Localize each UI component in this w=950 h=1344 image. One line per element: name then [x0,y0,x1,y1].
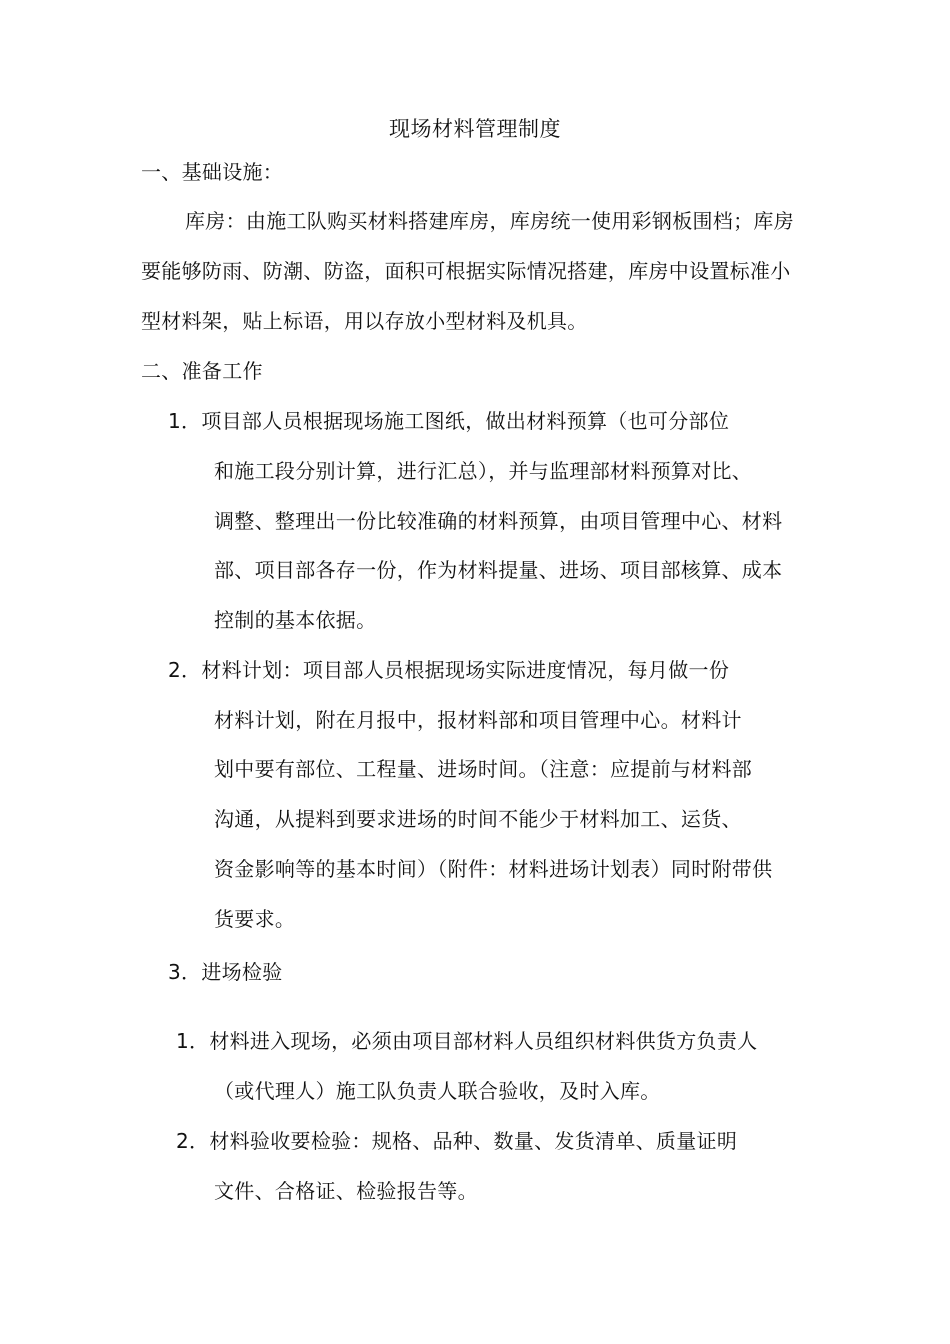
list-item-line: 3．进场检验 [168,960,283,984]
section-heading-infrastructure: 一、基础设施： [141,160,284,184]
list-item-line: 划中要有部位、工程量、进场时间。（注意：应提前与材料部 [214,757,753,781]
sub-item-line: （或代理人）施工队负责人联合验收，及时入库。 [214,1079,661,1103]
paragraph-line: 库房：由施工队购买材料搭建库房，库房统一使用彩钢板围档；库房 [185,209,794,233]
list-item-line: 资金影响等的基本时间）（附件：材料进场计划表）同时附带供 [214,857,773,881]
list-item-line: 调整、整理出一份比较准确的材料预算，由项目管理中心、材料 [214,509,783,533]
sub-item-line: 文件、合格证、检验报告等。 [214,1179,478,1203]
document-title: 现场材料管理制度 [389,117,561,141]
sub-item-line: 2．材料验收要检验：规格、品种、数量、发货清单、质量证明 [176,1129,738,1153]
list-item-line: 货要求。 [214,907,296,931]
list-item-line: 2．材料计划：项目部人员根据现场实际进度情况，每月做一份 [168,658,730,682]
section-heading-preparation: 二、准备工作 [141,359,263,383]
sub-item-line: 1．材料进入现场，必须由项目部材料人员组织材料供货方负责人 [176,1029,758,1053]
paragraph-line: 要能够防雨、防潮、防盗，面积可根据实际情况搭建，库房中设置标准小 [141,259,791,283]
list-item-line: 控制的基本依据。 [214,608,377,632]
list-item-line: 和施工段分别计算，进行汇总），并与监理部材料预算对比、 [214,459,753,483]
paragraph-line: 型材料架，贴上标语，用以存放小型材料及机具。 [141,309,588,333]
list-item-line: 1．项目部人员根据现场施工图纸，做出材料预算（也可分部位 [168,409,730,433]
list-item-line: 沟通，从提料到要求进场的时间不能少于材料加工、运货、 [214,807,742,831]
list-item-line: 材料计划，附在月报中，报材料部和项目管理中心。材料计 [214,708,742,732]
list-item-line: 部、项目部各存一份，作为材料提量、进场、项目部核算、成本 [214,558,783,582]
